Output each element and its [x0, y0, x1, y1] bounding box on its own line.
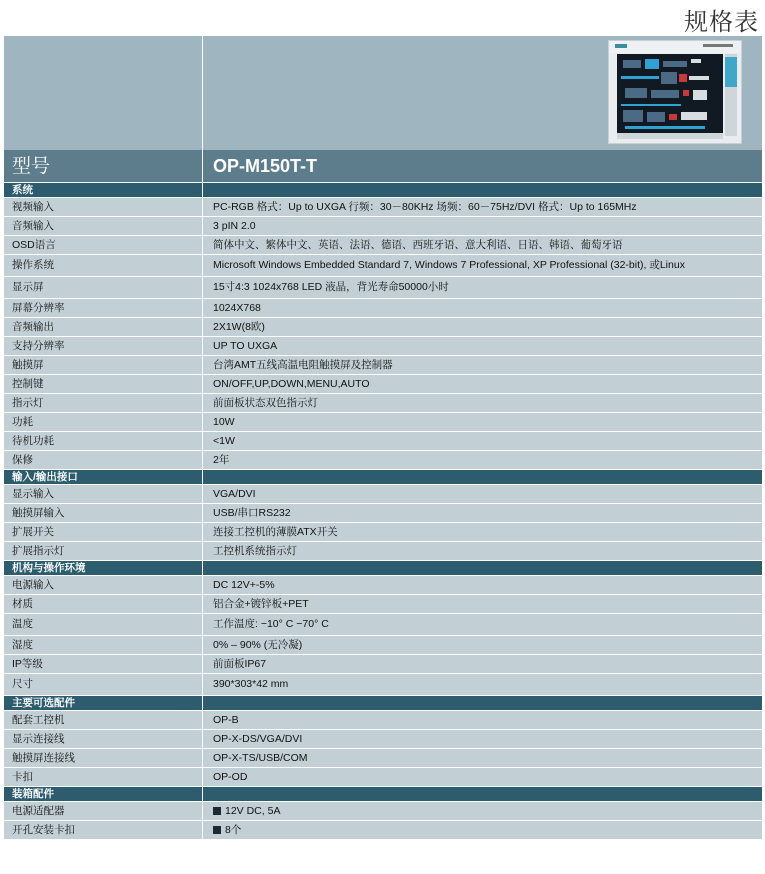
spec-row	[4, 317, 762, 336]
device-screen	[617, 54, 723, 136]
product-image-row	[4, 36, 762, 150]
spec-value: DC 12V+-5%	[213, 578, 275, 591]
spec-value-cell	[202, 355, 762, 374]
spec-row	[4, 729, 762, 748]
spec-value-cell	[202, 484, 762, 503]
spec-value: USB/串口RS232	[213, 506, 291, 519]
spec-label: 保修	[4, 450, 202, 469]
spec-row	[4, 635, 762, 654]
spec-value-cell	[202, 820, 762, 839]
spec-value: 15寸4:3 1024x768 LED 液晶，背光寿命50000小时	[213, 281, 449, 294]
spec-value: UP TO UXGA	[213, 339, 278, 352]
section-title: 装箱配件	[4, 786, 202, 801]
section-title: 主要可选配件	[4, 695, 202, 710]
touch-label-strip	[725, 57, 737, 87]
spec-row	[4, 484, 762, 503]
spec-value-cell	[202, 412, 762, 431]
spec-value: Microsoft Windows Embedded Standard 7, Windows 7 Professional, XP Professional (32-bit), 或Linux	[213, 259, 685, 272]
spec-label: IP等级	[4, 654, 202, 673]
spec-table	[4, 36, 762, 839]
spec-value: ON/OFF,UP,DOWN,MENU,AUTO	[213, 377, 370, 390]
spec-label: 功耗	[4, 412, 202, 431]
section-header-blank	[202, 695, 762, 710]
spec-value: OP-OD	[213, 770, 248, 783]
spec-value-cell	[202, 801, 762, 820]
spec-value: OP-B	[213, 713, 239, 726]
section-title: 输入/输出接口	[4, 469, 202, 484]
device-bottom-strip	[617, 133, 723, 139]
spec-value-cell	[202, 522, 762, 541]
spec-value: 铝合金+镀锌板+PET	[213, 597, 309, 610]
section-header-blank	[202, 469, 762, 484]
spec-row	[4, 541, 762, 560]
spec-value: 工控机系统指示灯	[213, 544, 297, 557]
spec-label: 音频输出	[4, 317, 202, 336]
spec-row	[4, 393, 762, 412]
spec-value-cell	[202, 503, 762, 522]
spec-label: 电源适配器	[4, 801, 202, 820]
section-header	[4, 560, 762, 575]
section-title: 机构与操作环境	[4, 560, 202, 575]
spec-label: 显示屏	[4, 276, 202, 298]
product-photo-cell	[202, 36, 762, 150]
spec-value-cell	[202, 235, 762, 254]
spec-value-cell	[202, 594, 762, 613]
spec-row	[4, 575, 762, 594]
spec-label: 湿度	[4, 635, 202, 654]
spec-value-cell	[202, 710, 762, 729]
spec-value-cell	[202, 298, 762, 317]
spec-row	[4, 276, 762, 298]
spec-label: 屏幕分辨率	[4, 298, 202, 317]
spec-label: 材质	[4, 594, 202, 613]
bullet-square-icon	[213, 807, 221, 815]
spec-label: 扩展开关	[4, 522, 202, 541]
spec-row	[4, 748, 762, 767]
brand-logo	[615, 44, 627, 48]
device-model-label	[703, 44, 733, 47]
spec-label: 视频输入	[4, 197, 202, 216]
model-value: OP-M150T-T	[202, 150, 762, 182]
spec-value-cell	[202, 541, 762, 560]
spec-value: 10W	[213, 415, 235, 428]
spec-row	[4, 767, 762, 786]
spec-value: VGA/DVI	[213, 487, 256, 500]
spec-label: 卡扣	[4, 767, 202, 786]
section-header	[4, 786, 762, 801]
spec-label: 触摸屏连接线	[4, 748, 202, 767]
spec-label: 触摸屏	[4, 355, 202, 374]
spec-label: 操作系统	[4, 254, 202, 276]
spec-label: 扩展指示灯	[4, 541, 202, 560]
spec-value: 台湾AMT五线高温电阻触摸屏及控制器	[213, 358, 393, 371]
spec-value: 工作温度: −10° C −70° C	[213, 618, 329, 631]
spec-value: 390*303*42 mm	[213, 678, 289, 691]
spec-row	[4, 594, 762, 613]
spec-label: 音频输入	[4, 216, 202, 235]
spec-label: 控制键	[4, 374, 202, 393]
spec-row	[4, 801, 762, 820]
spec-value: 12V DC, 5A	[225, 804, 281, 817]
spec-label: 触摸屏输入	[4, 503, 202, 522]
device-top-bezel	[609, 41, 741, 53]
spec-label: 指示灯	[4, 393, 202, 412]
spec-value: PC-RGB 格式：Up to UXGA 行频：30－80KHz 场频：60－75Hz/DVI 格式：Up to 165MHz	[213, 200, 637, 213]
spec-value-cell	[202, 748, 762, 767]
spec-row	[4, 374, 762, 393]
section-header	[4, 469, 762, 484]
bullet-square-icon	[213, 826, 221, 834]
spec-label: 配套工控机	[4, 710, 202, 729]
model-label: 型号	[4, 150, 202, 182]
spec-label: 电源输入	[4, 575, 202, 594]
spec-row	[4, 355, 762, 374]
spec-label: 待机功耗	[4, 431, 202, 450]
spec-value: 1024X768	[213, 301, 261, 314]
spec-label: 显示输入	[4, 484, 202, 503]
spec-row	[4, 216, 762, 235]
spec-row	[4, 235, 762, 254]
spec-value-cell	[202, 276, 762, 298]
spec-value-cell	[202, 613, 762, 635]
spec-row	[4, 431, 762, 450]
spec-value: 2年	[213, 453, 230, 466]
product-photo	[608, 40, 742, 144]
spec-row	[4, 503, 762, 522]
spec-label: OSD语言	[4, 235, 202, 254]
spec-row	[4, 673, 762, 695]
spec-row	[4, 197, 762, 216]
spec-value-cell	[202, 673, 762, 695]
spec-row	[4, 654, 762, 673]
spec-label: 尺寸	[4, 673, 202, 695]
section-header-blank	[202, 786, 762, 801]
page-title: 规格表	[684, 8, 759, 36]
section-header-blank	[202, 182, 762, 197]
spec-row	[4, 254, 762, 276]
section-title: 系统	[4, 182, 202, 197]
spec-value: 2X1W(8欧)	[213, 320, 265, 333]
section-header	[4, 695, 762, 710]
spec-value-cell	[202, 374, 762, 393]
spec-row	[4, 336, 762, 355]
spec-row	[4, 298, 762, 317]
spec-label: 开孔安装卡扣	[4, 820, 202, 839]
spec-value-cell	[202, 393, 762, 412]
spec-value-cell	[202, 336, 762, 355]
spec-value: 3 pIN 2.0	[213, 219, 256, 232]
spec-row	[4, 412, 762, 431]
spec-label: 显示连接线	[4, 729, 202, 748]
spec-value-cell	[202, 197, 762, 216]
spec-value-cell	[202, 450, 762, 469]
spec-value-cell	[202, 654, 762, 673]
spec-value: 连接工控机的薄膜ATX开关	[213, 525, 338, 538]
spec-label: 温度	[4, 613, 202, 635]
spec-value-cell	[202, 767, 762, 786]
spec-row	[4, 450, 762, 469]
spec-value-cell	[202, 216, 762, 235]
section-header	[4, 182, 762, 197]
spec-row	[4, 820, 762, 839]
spec-row	[4, 710, 762, 729]
spec-value: 0% – 90% (无冷凝)	[213, 638, 303, 651]
spec-row	[4, 613, 762, 635]
spec-value-cell	[202, 254, 762, 276]
spec-label: 支持分辨率	[4, 336, 202, 355]
spec-value: 8个	[225, 823, 242, 836]
section-header-blank	[202, 560, 762, 575]
spec-value-cell	[202, 575, 762, 594]
image-row-blank	[4, 36, 202, 150]
spec-value: <1W	[213, 434, 235, 447]
spec-value-cell	[202, 317, 762, 336]
model-row	[4, 150, 762, 182]
spec-value: OP-X-DS/VGA/DVI	[213, 732, 303, 745]
spec-value: OP-X-TS/USB/COM	[213, 751, 308, 764]
spec-value-cell	[202, 431, 762, 450]
spec-value-cell	[202, 635, 762, 654]
spec-value-cell	[202, 729, 762, 748]
spec-value: 前面板IP67	[213, 657, 267, 670]
spec-value: 前面板状态双色指示灯	[213, 396, 318, 409]
spec-row	[4, 522, 762, 541]
spec-value: 简体中文、繁体中文、英语、法语、德语、西班牙语、意大利语、日语、韩语、葡萄牙语	[213, 238, 623, 251]
